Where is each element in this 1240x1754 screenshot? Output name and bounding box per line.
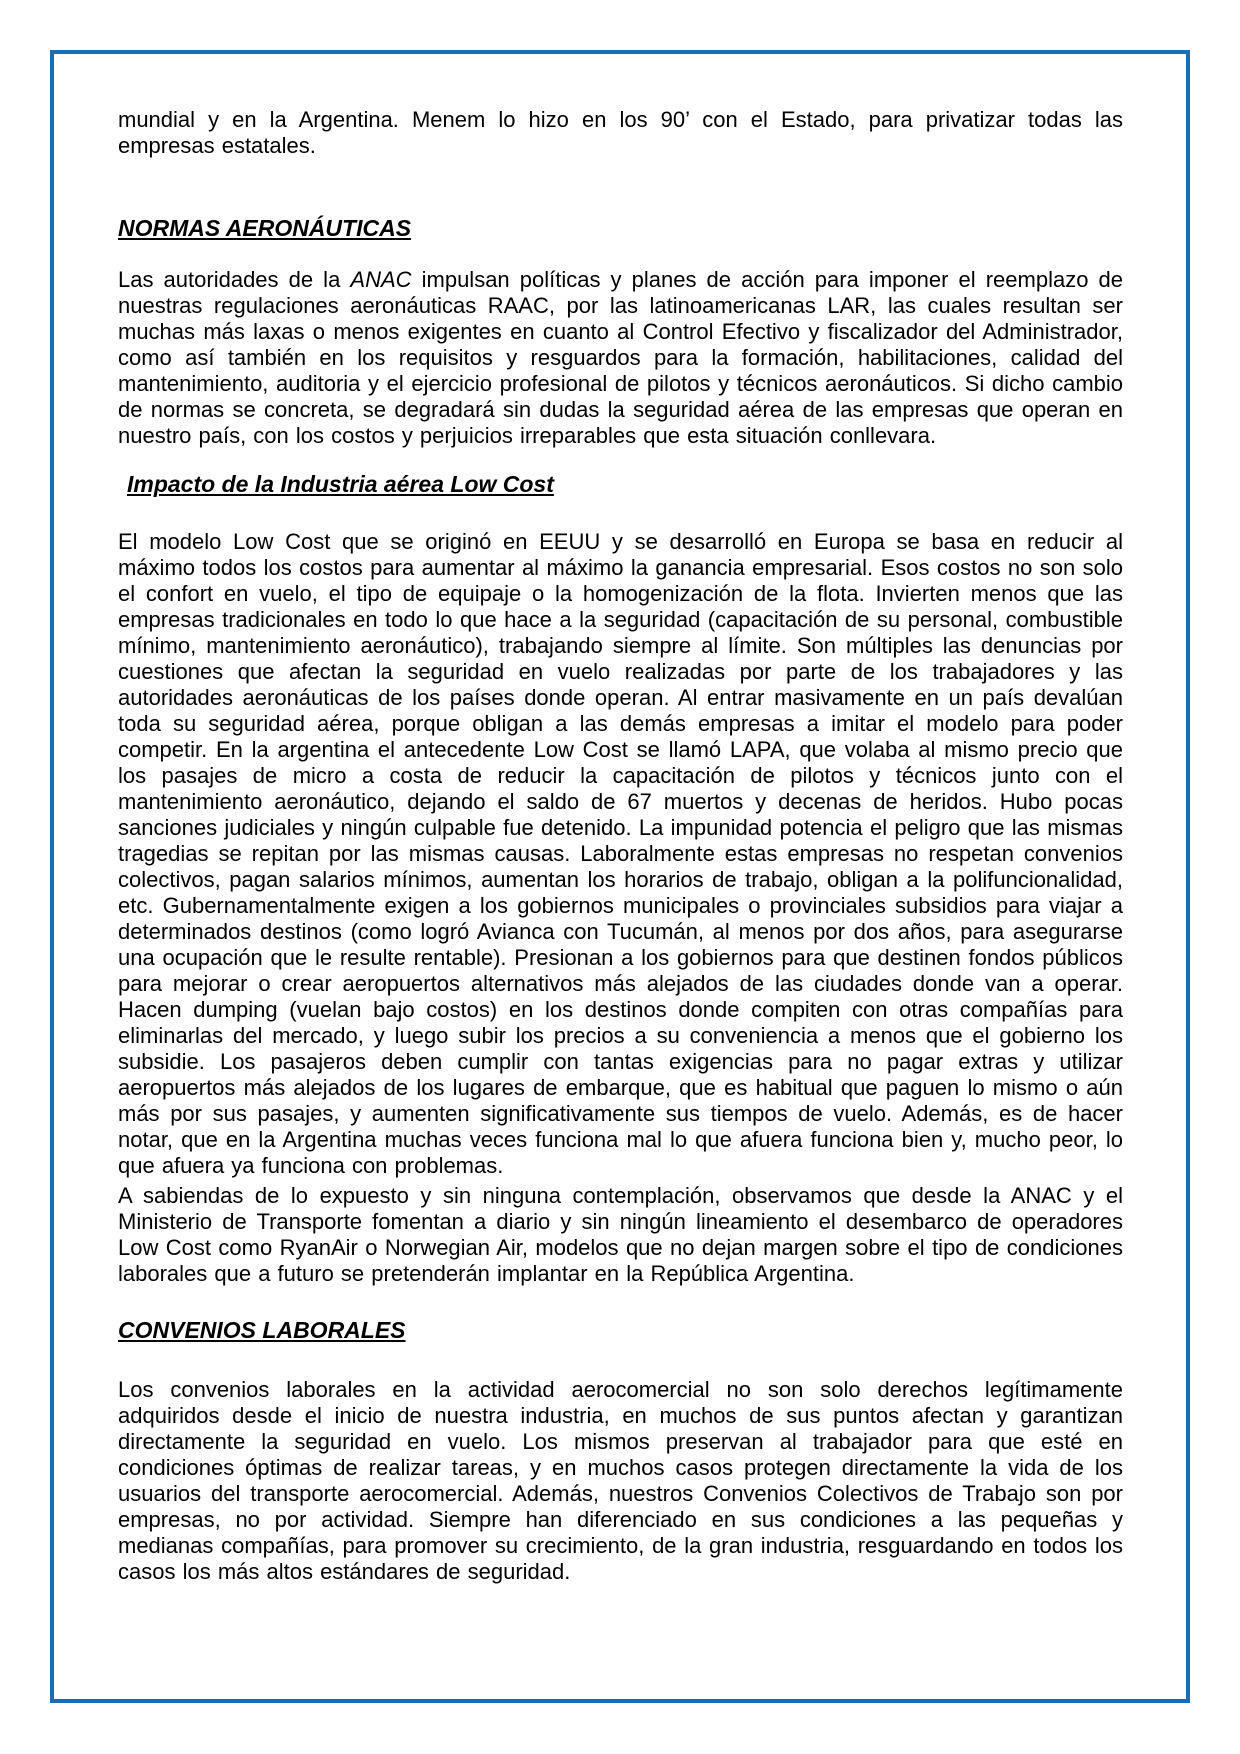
paragraph-low-cost: El modelo Low Cost que se originó en EEUU y se desarrolló en Europa se basa en reducir al máximo todos los costos para aumentar al máximo la ganancia empresarial. Esos costos no son solo el confort en vuelo, el tipo de equipaje o la homogenización de la flota. Invierten menos que las empresas tradicionales en todo lo que hace a la seguridad (capacitación de su personal, combustible mínimo, mantenimiento aeronáutico), trabajando siempre al límite. Son múltiples las denuncias por cuestiones que afectan la seguridad en vuelo realizadas por parte de los trabajadores y las autoridades aeronáuticas de los países donde operan. Al entrar masivamente en un país devalúan toda su seguridad aérea, porque obligan a las demás empresas a imitar el modelo para poder competir. En la argentina el antecedente Low Cost se llamó LAPA, que volaba al mismo precio que los pasajes de micro a costa de reducir la capacitación de pilotos y técnicos junto con el mantenimiento aeronáutico, dejando el saldo de 67 muertos y decenas de heridos. Hubo pocas sanciones judiciales y ningún culpable fue detenido. La impunidad potencia el peligro que las mismas tragedias se repitan por las mismas causas. Laboralmente estas empresas no respetan convenios colectivos, pagan salarios mínimos, aumentan los horarios de trabajo, obligan a la polifuncionalidad, etc. Gubernamentalmente exigen a los gobiernos municipales o provinciales subsidios para viajar a determinados destinos (como logró Avianca con Tucumán, al menos por dos años, para asegurarse una ocupación que le resulte rentable). Presionan a los gobiernos para que destinen fondos públicos para mejorar o crear aeropuertos alternativos más alejados de las ciudades donde van a operar. Hacen dumping (vuelan bajo costos) en los destinos donde compiten con otras compañías para eliminarlas del mercado, y luego subir los precios a su conveniencia a menos que el gobierno los subsidie. Los pasajeros deben cumplir con tantas exigencias para no pagar extras y utilizar aeropuertos más alejados de los lugares de embarque, que es habitual que paguen lo mismo o aún más por sus pasajes, y aumenten significativamente sus tiempos de vuelo. Además, es de hacer notar, que en la Argentina muchas veces funciona mal lo que afuera funciona bien y, mucho peor, lo que afuera ya funciona con problemas. [118,529,1123,1178]
paragraph-normas-text-post: impulsan políticas y planes de acción para imponer el reemplazo de nuestras regulaciones aeronáuticas RAAC, por las latinoamericanas LAR, las cuales resultan ser muchas más laxas o menos exigentes en cuanto al Control Efectivo y fiscalizador del Administrador, como así también en los requisitos y resguardos para la formación, habilitaciones, calidad del mantenimiento, auditoria y el ejercicio profesional de pilotos y técnicos aeronáuticos. Si dicho cambio de normas se concreta, se degradará sin dudas la seguridad aérea de las empresas que operan en nuestro país, con los costos y perjuicios irreparables que esta situación conllevara. [118,267,1123,448]
paragraph-normas-aeronauticas [118,267,1123,449]
paragraph-a-sabiendas: A sabiendas de lo expuesto y sin ninguna contemplación, observamos que desde la ANAC y el Ministerio de Transporte fomentan a diario y sin ningún lineamiento el desembarco de operadores Low Cost como RyanAir o Norwegian Air, modelos que no dejan margen sobre el tipo de condiciones laborales que a futuro se pretenderán implantar en la República Argentina. [118,1183,1123,1286]
paragraph-intro: mundial y en la Argentina. Menem lo hizo en los 90’ con el Estado, para privatizar todas las empresas estatales. [118,107,1123,158]
paragraph-convenios-laborales: Los convenios laborales en la actividad aerocomercial no son solo derechos legítimamente adquiridos desde el inicio de nuestra industria, en muchos de sus puntos afectan y garantizan directamente la seguridad en vuelo. Los mismos preservan al trabajador para que esté en condiciones óptimas de realizar tareas, y en muchos casos protegen directamente la vida de los usuarios del transporte aerocomercial. Además, nuestros Convenios Colectivos de Trabajo son por empresas, no por actividad. Siempre han diferenciado en sus condiciones a las pequeñas y medianas compañías, para promover su crecimiento, de la gran industria, resguardando en todos los casos los más altos estándares de seguridad. [118,1377,1123,1584]
page-border-frame [50,50,1190,1703]
section-heading-normas-aeronauticas: NORMAS AERONÁUTICAS [118,215,412,241]
subsection-heading-impacto-low-cost: Impacto de la Industria aérea Low Cost [127,471,554,497]
section-heading-convenios-laborales: CONVENIOS LABORALES [118,1317,406,1343]
anac-acronym: ANAC [350,267,412,292]
paragraph-normas-text-pre: Las autoridades de la [118,267,351,292]
